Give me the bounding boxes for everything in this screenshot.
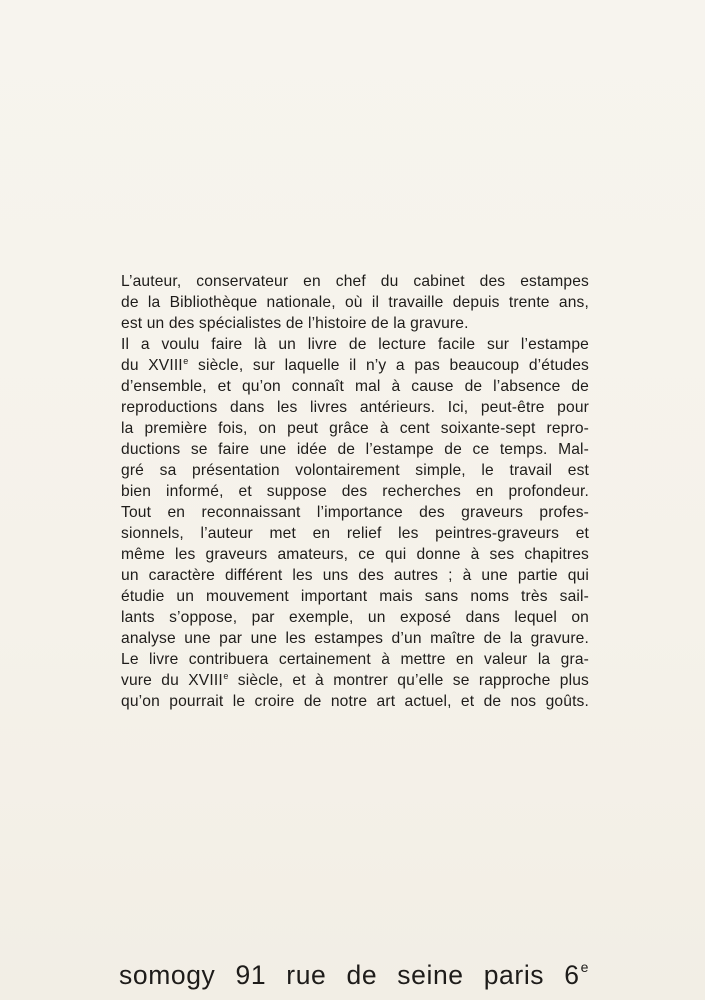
arrondissement-superscript: e <box>580 959 589 975</box>
blurb-line: sionnels, l’auteur met en relief les peintres-graveurs et <box>121 525 589 542</box>
blurb-line: Tout en reconnaissant l’importance des graveurs profes- <box>121 504 589 521</box>
blurb-line: ductions se faire une idée de l’estampe de ce temps. Mal- <box>121 441 589 458</box>
blurb-line-end: siècle, sur laquelle il n’y a pas beaucoup d’études <box>188 357 589 374</box>
blurb-line: la première fois, on peut grâce à cent soixante-sept repro- <box>121 420 589 437</box>
superscript: e <box>183 356 189 366</box>
blurb-line: L’auteur, conservateur en chef du cabinet des estampes <box>121 273 589 290</box>
blurb-line: qu’on pourrait le croire de notre art actuel, et de nos goûts. <box>121 693 589 710</box>
blurb-line: Le livre contribuera certainement à mettre en valeur la gra- <box>121 651 589 668</box>
blurb-line: même les graveurs amateurs, ce qui donne à ses chapitres <box>121 546 589 563</box>
publisher-address <box>119 960 589 994</box>
blurb-line: reproductions dans les livres antérieurs. Ici, peut-être pour <box>121 399 589 416</box>
blurb-line-start: vure du XVIII <box>121 672 223 689</box>
blurb-line: lants s’oppose, par exemple, un exposé dans lequel on <box>121 609 589 626</box>
blurb-line: Il a voulu faire là un livre de lecture facile sur l’estampe <box>121 336 589 353</box>
blurb-line: bien informé, et suppose des recherches en profondeur. <box>121 483 589 500</box>
publisher-address-text: somogy 91 rue de seine paris 6 <box>119 960 580 990</box>
blurb-line: de la Bibliothèque nationale, où il travaille depuis trente ans, <box>121 294 589 311</box>
blurb-line <box>121 355 589 376</box>
blurb-line: est un des spécialistes de l’histoire de la gravure. <box>121 315 469 332</box>
blurb-line-end: siècle, et à montrer qu’elle se rapproche plus <box>228 672 589 689</box>
blurb-line-start: du XVIII <box>121 357 183 374</box>
superscript: e <box>223 671 229 681</box>
blurb-line: analyse une par une les estampes d’un maître de la gravure. <box>121 630 589 647</box>
blurb-line: étudie un mouvement important mais sans noms très sail- <box>121 588 589 605</box>
blurb-line: d’ensemble, et qu’on connaît mal à cause de l’absence de <box>121 378 589 395</box>
blurb-line <box>121 670 589 691</box>
blurb-line: gré sa présentation volontairement simple, le travail est <box>121 462 589 479</box>
blurb-text <box>121 271 589 712</box>
blurb-line: un caractère différent les uns des autres ; à une partie qui <box>121 567 589 584</box>
